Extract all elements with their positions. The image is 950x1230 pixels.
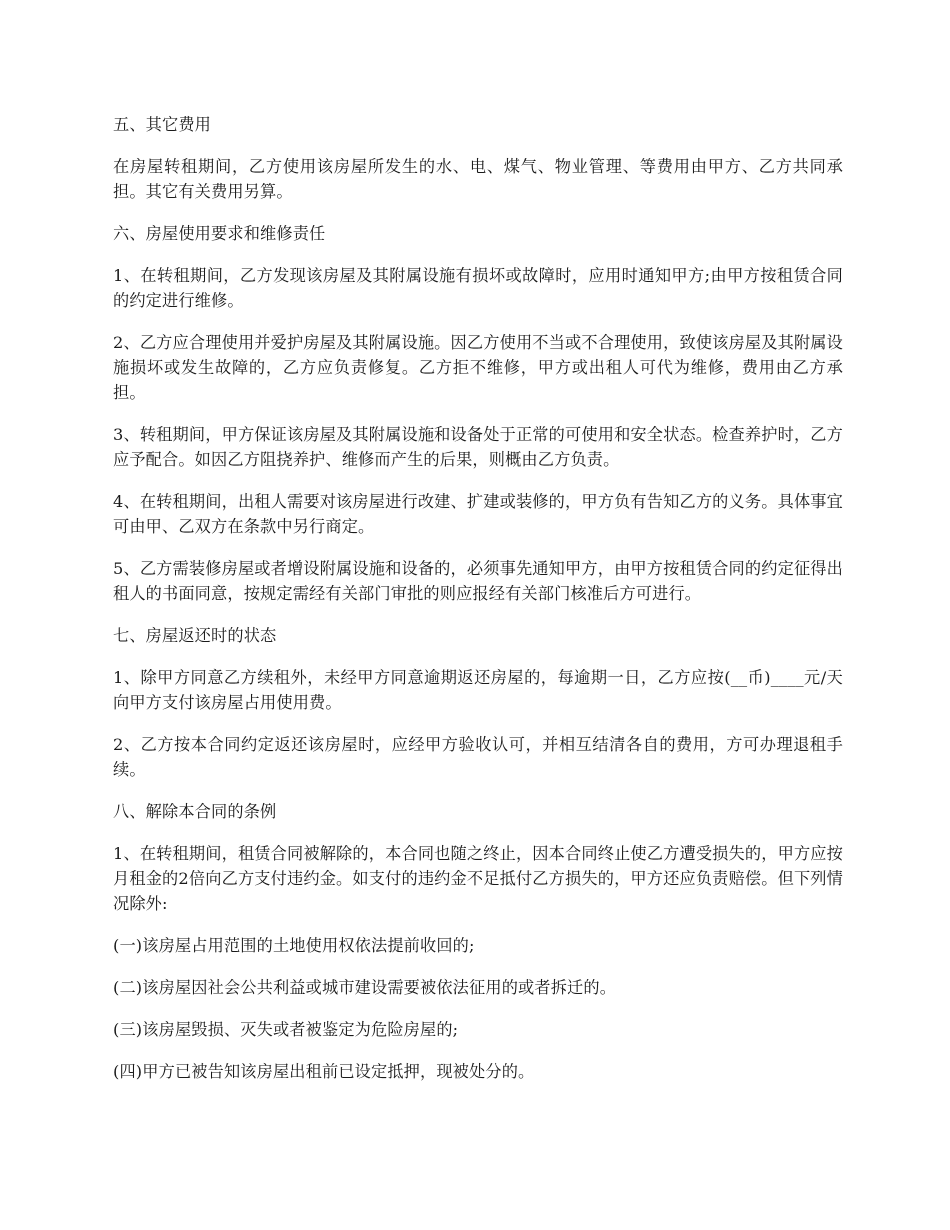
document-page xyxy=(113,112,843,1101)
clause-7-1: 1、除甲方同意乙方续租外，未经甲方同意逾期返还房屋的，每逾期一日，乙方应按(__币)____元/天向甲方支付该房屋占用使用费。 xyxy=(113,668,843,712)
paragraph-other-fees: 在房屋转租期间，乙方使用该房屋所发生的水、电、煤气、物业管理、等费用由甲方、乙方共同承担。其它有关费用另算。 xyxy=(113,157,843,201)
clause-8-1: 1、在转租期间，租赁合同被解除的，本合同也随之终止，因本合同终止使乙方遭受损失的，甲方应按月租金的2倍向乙方支付违约金。如支付的违约金不足抵付乙方损失的，甲方还应负责赔偿。但下列情况除外: xyxy=(113,844,843,913)
exception-2: (二)该房屋因社会公共利益或城市建设需要被依法征用的或者拆迁的。 xyxy=(113,978,617,997)
clause-7-2: 2、乙方按本合同约定返还该房屋时，应经甲方验收认可，并相互结清各自的费用，方可办理退租手续。 xyxy=(113,735,843,779)
exception-4: (四)甲方已被告知该房屋出租前已设定抵押，现被处分的。 xyxy=(113,1062,535,1081)
clause-6-5: 5、乙方需装修房屋或者增设附属设施和设备的，必须事先通知甲方，由甲方按租赁合同的约定征得出租人的书面同意，按规定需经有关部门审批的则应报经有关部门核准后方可进行。 xyxy=(113,559,843,603)
section-heading-termination: 八、解除本合同的条例 xyxy=(113,802,277,821)
clause-6-2: 2、乙方应合理使用并爱护房屋及其附属设施。因乙方使用不当或不合理使用，致使该房屋及其附属设施损坏或发生故障的，乙方应负责修复。乙方拒不维修，甲方或出租人可代为维修，费用由乙方承担。 xyxy=(113,333,843,402)
clause-6-1: 1、在转租期间，乙方发现该房屋及其附属设施有损坏或故障时，应用时通知甲方;由甲方按租赁合同的约定进行维修。 xyxy=(113,266,843,310)
section-heading-other-fees: 五、其它费用 xyxy=(113,115,212,134)
exception-3: (三)该房屋毁损、灭失或者被鉴定为危险房屋的; xyxy=(113,1020,459,1039)
section-heading-usage-maintenance: 六、房屋使用要求和维修责任 xyxy=(113,224,326,243)
clause-6-3: 3、转租期间，甲方保证该房屋及其附属设施和设备处于正常的可使用和安全状态。检查养护时，乙方应予配合。如因乙方阻挠养护、维修而产生的后果，则概由乙方负责。 xyxy=(113,425,843,469)
exception-1: (一)该房屋占用范围的土地使用权依法提前收回的; xyxy=(113,936,475,955)
clause-6-4: 4、在转租期间，出租人需要对该房屋进行改建、扩建或装修的，甲方负有告知乙方的义务。具体事宜可由甲、乙双方在条款中另行商定。 xyxy=(113,492,843,536)
section-heading-return-state: 七、房屋返还时的状态 xyxy=(113,626,277,645)
